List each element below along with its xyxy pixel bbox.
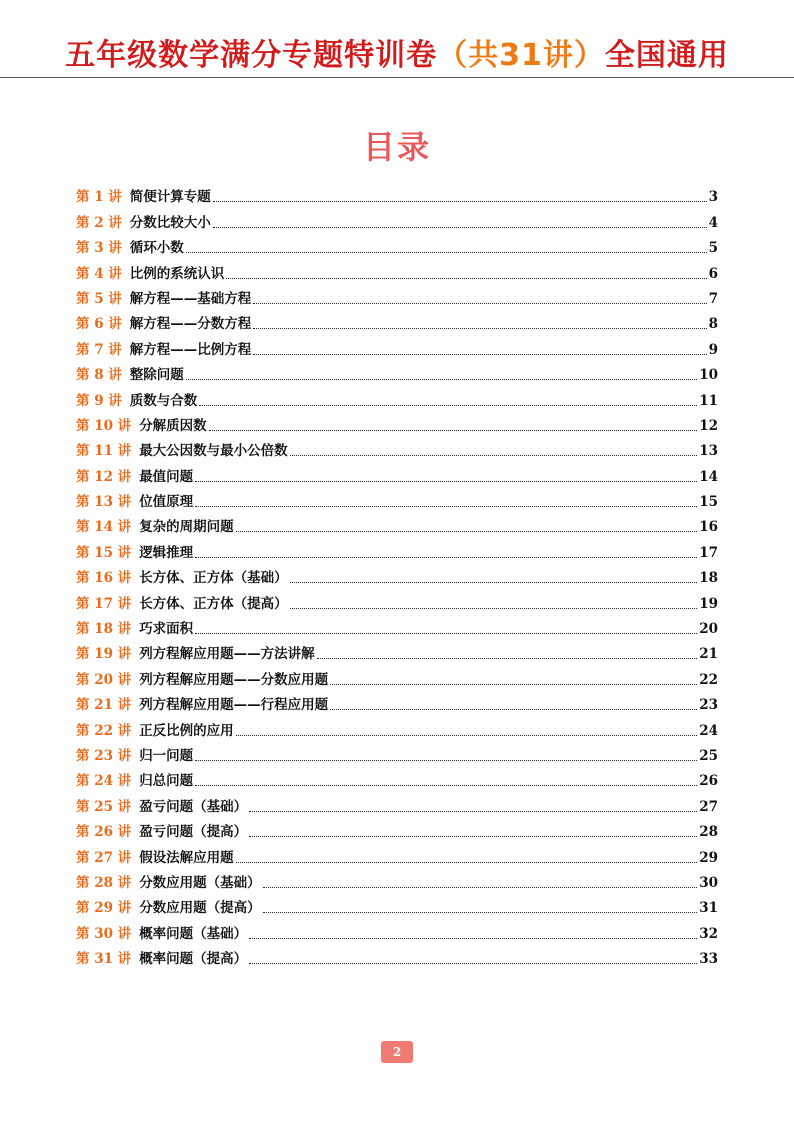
- toc-entry[interactable]: [76, 257, 718, 282]
- toc-entry-page: 11: [699, 392, 718, 409]
- toc-entry[interactable]: [76, 613, 718, 638]
- toc-entry-title: 正反比例的应用: [139, 722, 234, 739]
- toc-entry-number: 第 19 讲: [76, 646, 132, 663]
- toc-entry-title: 分数应用题（基础）: [139, 874, 261, 891]
- toc-entry-number: 第 18 讲: [76, 621, 132, 638]
- toc-entry-title: 列方程解应用题——分数应用题: [139, 671, 329, 688]
- toc-entry-leader: [263, 912, 698, 913]
- toc-entry-title: 循环小数: [129, 240, 184, 257]
- toc-entry-leader: [263, 887, 698, 888]
- toc-entry[interactable]: [76, 232, 718, 257]
- toc-entry-number: 第 3 讲: [76, 240, 122, 257]
- page-header: [0, 0, 794, 78]
- toc-entry-page: 22: [699, 671, 718, 688]
- toc-entry-number: 第 11 讲: [76, 443, 132, 460]
- toc-entry-leader: [213, 227, 707, 228]
- toc-entry-leader: [253, 303, 706, 304]
- toc-entry-number: 第 26 讲: [76, 824, 132, 841]
- toc-entry-title: 假设法解应用题: [139, 849, 234, 866]
- toc-entry-title: 解方程——基础方程: [129, 290, 252, 307]
- toc-entry-title: 分数应用题（提高）: [139, 900, 261, 917]
- toc-entry-title: 长方体、正方体（基础）: [139, 570, 288, 587]
- toc-entry[interactable]: [76, 689, 718, 714]
- toc-entry-number: 第 9 讲: [76, 392, 122, 409]
- toc-entry-leader: [236, 735, 698, 736]
- toc-entry-number: 第 31 讲: [76, 951, 132, 968]
- toc-entry-leader: [226, 278, 706, 279]
- toc-entry-leader: [186, 379, 697, 380]
- toc-entry-title: 质数与合数: [129, 392, 198, 409]
- toc-entry-number: 第 4 讲: [76, 265, 122, 282]
- toc-entry-leader: [249, 963, 697, 964]
- toc-entry-page: 19: [699, 595, 718, 612]
- header-title: [0, 30, 794, 74]
- toc-entry-number: 第 23 讲: [76, 747, 132, 764]
- toc-entry-page: 27: [699, 798, 718, 815]
- toc-entry-number: 第 14 讲: [76, 519, 132, 536]
- toc-entry-leader: [195, 506, 697, 507]
- toc-entry-number: 第 6 讲: [76, 316, 122, 333]
- toc-entry-leader: [195, 633, 697, 634]
- toc-entry-leader: [213, 201, 707, 202]
- toc-entry[interactable]: [76, 892, 718, 917]
- toc-entry-page: 10: [699, 367, 718, 384]
- toc-entry-title: 归一问题: [139, 747, 194, 764]
- toc-entry-leader: [290, 455, 698, 456]
- toc-entry-number: 第 24 讲: [76, 773, 132, 790]
- toc-entry-page: 29: [699, 849, 718, 866]
- toc-entry-title: 概率问题（提高）: [139, 951, 248, 968]
- toc-entry[interactable]: [76, 917, 718, 942]
- toc-entry[interactable]: [76, 359, 718, 384]
- toc-entry-page: 4: [708, 214, 718, 231]
- toc-entry-title: 归总问题: [139, 773, 194, 790]
- toc-entry[interactable]: [76, 765, 718, 790]
- toc-entry-page: 24: [699, 722, 718, 739]
- toc-entry[interactable]: [76, 384, 718, 409]
- toc-entry[interactable]: [76, 943, 718, 968]
- header-title-scope: 全国通用: [604, 38, 729, 73]
- toc-entry-page: 17: [699, 544, 718, 561]
- toc-entry-leader: [195, 760, 697, 761]
- toc-entry[interactable]: [76, 663, 718, 688]
- toc-entry-page: 26: [699, 773, 718, 790]
- toc-entry-page: 32: [699, 925, 718, 942]
- toc-entry[interactable]: [76, 333, 718, 358]
- toc-entry[interactable]: [76, 410, 718, 435]
- toc-entry-leader: [290, 582, 698, 583]
- toc-entry-page: 21: [699, 646, 718, 663]
- table-of-contents: [76, 181, 718, 968]
- toc-entry-title: 复杂的周期问题: [139, 519, 234, 536]
- toc-entry-title: 简便计算专题: [129, 189, 211, 206]
- toc-entry-number: 第 28 讲: [76, 874, 132, 891]
- toc-entry-leader: [249, 811, 697, 812]
- toc-entry-number: 第 30 讲: [76, 925, 132, 942]
- toc-entry-title: 长方体、正方体（提高）: [139, 595, 288, 612]
- toc-entry-title: 解方程——比例方程: [129, 341, 252, 358]
- toc-entry-number: 第 8 讲: [76, 367, 122, 384]
- toc-entry-title: 解方程——分数方程: [129, 316, 252, 333]
- toc-entry[interactable]: [76, 740, 718, 765]
- toc-entry-title: 分数比较大小: [129, 214, 211, 231]
- toc-entry-number: 第 10 讲: [76, 417, 132, 434]
- toc-entry-title: 分解质因数: [139, 417, 207, 434]
- toc-entry-number: 第 16 讲: [76, 570, 132, 587]
- toc-entry-leader: [249, 836, 697, 837]
- toc-entry-number: 第 7 讲: [76, 341, 122, 358]
- toc-entry-title: 盈亏问题（基础）: [139, 798, 248, 815]
- toc-entry-page: 3: [708, 189, 718, 206]
- toc-entry-leader: [195, 557, 697, 558]
- toc-entry-leader: [330, 709, 697, 710]
- toc-entry[interactable]: [76, 460, 718, 485]
- toc-entry-number: 第 12 讲: [76, 468, 132, 485]
- toc-entry-number: 第 2 讲: [76, 214, 122, 231]
- page-number-badge: 2: [381, 1041, 413, 1063]
- toc-entry-leader: [249, 938, 697, 939]
- toc-entry[interactable]: [76, 562, 718, 587]
- toc-entry-leader: [209, 430, 698, 431]
- toc-entry-page: 23: [699, 697, 718, 714]
- toc-entry[interactable]: [76, 511, 718, 536]
- toc-entry-page: 8: [708, 316, 718, 333]
- toc-entry-page: 31: [699, 900, 718, 917]
- toc-entry-leader: [290, 608, 698, 609]
- toc-entry[interactable]: [76, 816, 718, 841]
- toc-entry-number: 第 5 讲: [76, 290, 122, 307]
- toc-entry[interactable]: [76, 486, 718, 511]
- toc-entry-leader: [186, 252, 707, 253]
- toc-entry-page: 28: [699, 824, 718, 841]
- toc-entry-leader: [236, 531, 698, 532]
- toc-entry-page: 30: [699, 874, 718, 891]
- toc-entry-leader: [236, 862, 698, 863]
- toc-entry-page: 7: [708, 290, 718, 307]
- toc-entry[interactable]: [76, 181, 718, 206]
- toc-entry-page: 15: [699, 494, 718, 511]
- toc-entry-title: 整除问题: [129, 367, 184, 384]
- toc-entry-leader: [195, 785, 697, 786]
- toc-entry-title: 列方程解应用题——方法讲解: [139, 646, 315, 663]
- toc-entry-number: 第 22 讲: [76, 722, 132, 739]
- toc-entry-title: 最大公因数与最小公倍数: [139, 443, 288, 460]
- toc-entry[interactable]: [76, 638, 718, 663]
- toc-entry-number: 第 20 讲: [76, 671, 132, 688]
- toc-entry-leader: [195, 481, 697, 482]
- toc-entry-title: 最值问题: [139, 468, 194, 485]
- toc-entry[interactable]: [76, 435, 718, 460]
- toc-entry[interactable]: [76, 867, 718, 892]
- toc-entry-leader: [330, 684, 697, 685]
- header-title-count: （共31讲）: [437, 38, 605, 73]
- toc-entry-page: 9: [708, 341, 718, 358]
- toc-entry[interactable]: [76, 587, 718, 612]
- toc-entry-title: 盈亏问题（提高）: [139, 824, 248, 841]
- toc-entry-number: 第 17 讲: [76, 595, 132, 612]
- toc-entry-number: 第 25 讲: [76, 798, 132, 815]
- toc-entry[interactable]: [76, 841, 718, 866]
- toc-entry-page: 20: [699, 621, 718, 638]
- toc-entry-page: 18: [699, 570, 718, 587]
- toc-entry[interactable]: [76, 714, 718, 739]
- toc-entry-page: 6: [708, 265, 718, 282]
- toc-entry-title: 逻辑推理: [139, 544, 194, 561]
- toc-entry-page: 5: [708, 240, 718, 257]
- toc-entry-title: 概率问题（基础）: [139, 925, 248, 942]
- toc-entry-page: 33: [699, 951, 718, 968]
- toc-entry-number: 第 21 讲: [76, 697, 132, 714]
- toc-entry[interactable]: [76, 206, 718, 231]
- toc-entry-title: 列方程解应用题——行程应用题: [139, 697, 329, 714]
- toc-entry[interactable]: [76, 283, 718, 308]
- toc-entry-number: 第 29 讲: [76, 900, 132, 917]
- toc-entry-leader: [253, 354, 706, 355]
- toc-entry-title: 巧求面积: [139, 621, 194, 638]
- toc-entry-leader: [317, 658, 698, 659]
- toc-entry[interactable]: [76, 536, 718, 561]
- toc-entry-page: 25: [699, 747, 718, 764]
- toc-entry-title: 位值原理: [139, 494, 194, 511]
- toc-entry-number: 第 1 讲: [76, 189, 122, 206]
- toc-entry-page: 12: [699, 417, 718, 434]
- toc-entry-page: 14: [699, 468, 718, 485]
- toc-entry-title: 比例的系统认识: [129, 265, 225, 282]
- header-title-main: 五年级数学满分专题特训卷: [65, 38, 438, 73]
- toc-entry-page: 16: [699, 519, 718, 536]
- toc-entry-number: 第 27 讲: [76, 849, 132, 866]
- toc-entry-leader: [199, 405, 697, 406]
- toc-title: 目录: [362, 128, 431, 166]
- toc-entry-leader: [253, 328, 706, 329]
- toc-entry-number: 第 13 讲: [76, 494, 132, 511]
- toc-entry[interactable]: [76, 790, 718, 815]
- toc-entry[interactable]: [76, 308, 718, 333]
- toc-entry-number: 第 15 讲: [76, 544, 132, 561]
- toc-entry-page: 13: [699, 443, 718, 460]
